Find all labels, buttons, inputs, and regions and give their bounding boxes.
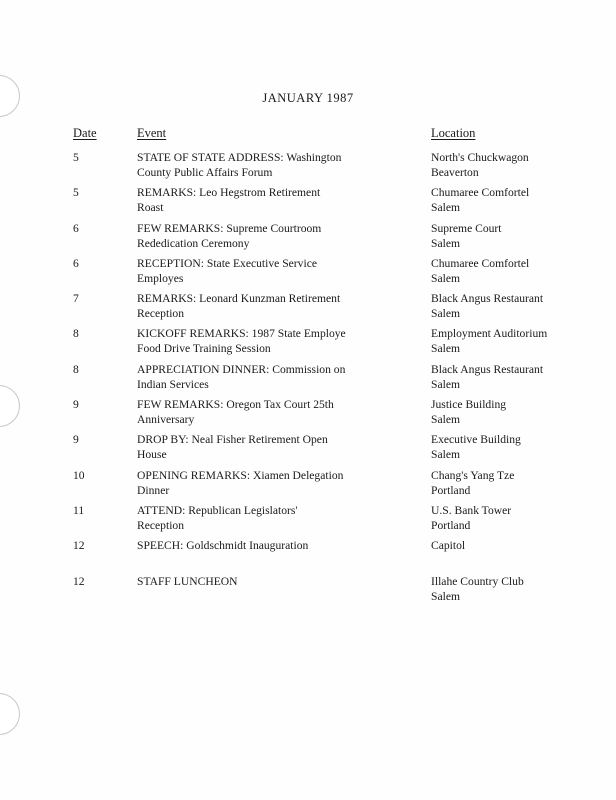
date-header: Date [73, 126, 97, 140]
table-row [0, 574, 616, 609]
table-row [0, 291, 616, 326]
event-cell: KICKOFF REMARKS: 1987 State Employe Food Drive Training Session [137, 327, 346, 356]
location-cell: North's Chuckwagon Beaverton [431, 151, 529, 179]
location-cell: Black Angus Restaurant Salem [431, 292, 544, 321]
table-row [0, 326, 616, 361]
event-cell: STATE OF STATE ADDRESS: Washington County Public Affairs Forum [137, 151, 342, 179]
date-cell: 8 [73, 362, 79, 376]
location-cell: Illahe Country Club Salem [431, 574, 524, 603]
date-cell: 9 [73, 433, 79, 447]
table-row [0, 256, 616, 291]
table-row [0, 185, 616, 220]
date-cell: 7 [73, 292, 79, 306]
schedule-table [0, 150, 616, 609]
location-cell: Employment Auditorium Salem [431, 327, 548, 356]
event-cell: SPEECH: Goldschmidt Inauguration [137, 539, 309, 553]
location-cell: Chumaree Comfortel Salem [431, 186, 530, 215]
date-cell: 12 [73, 539, 85, 553]
location-cell: Executive Building Salem [431, 433, 521, 462]
table-row [0, 221, 616, 256]
location-cell: U.S. Bank Tower Portland [431, 503, 512, 532]
table-row [0, 150, 616, 185]
location-cell: Capitol [431, 539, 466, 553]
table-row [0, 362, 616, 397]
location-header: Location [431, 126, 476, 140]
event-cell: RECEPTION: State Executive Service Employes [137, 256, 317, 285]
location-cell: Black Angus Restaurant Salem [431, 362, 544, 391]
event-cell: STAFF LUNCHEON [137, 574, 238, 588]
date-cell: 9 [73, 398, 79, 412]
table-row [0, 397, 616, 432]
date-cell: 10 [73, 468, 85, 482]
location-cell: Justice Building Salem [431, 398, 507, 427]
event-cell: FEW REMARKS: Supreme Courtroom Rededication Ceremony [137, 221, 322, 250]
binder-hole [0, 693, 20, 735]
event-cell: OPENING REMARKS: Xiamen Delegation Dinner [137, 468, 344, 497]
location-cell: Supreme Court Salem [431, 221, 502, 250]
location-cell: Chumaree Comfortel Salem [431, 256, 530, 285]
event-cell: FEW REMARKS: Oregon Tax Court 25th Anniversary [137, 398, 334, 427]
table-row [0, 503, 616, 538]
date-cell: 11 [73, 503, 85, 517]
page-title: JANUARY 1987 [262, 91, 354, 105]
event-cell: ATTEND: Republican Legislators' Reception [137, 503, 298, 532]
date-cell: 5 [73, 151, 79, 164]
date-cell: 5 [73, 186, 79, 200]
event-cell: DROP BY: Neal Fisher Retirement Open House [137, 433, 328, 462]
table-row [0, 432, 616, 467]
date-cell: 8 [73, 327, 79, 341]
location-cell: Chang's Yang Tze Portland [431, 468, 515, 497]
date-cell: 12 [73, 574, 85, 588]
event-cell: APPRECIATION DINNER: Commission on Indian Services [137, 362, 346, 391]
table-row [0, 538, 616, 573]
date-cell: 6 [73, 256, 79, 270]
date-cell: 6 [73, 221, 79, 235]
event-cell: REMARKS: Leonard Kunzman Retirement Reception [137, 292, 341, 321]
event-cell: REMARKS: Leo Hegstrom Retirement Roast [137, 186, 321, 215]
table-row [0, 468, 616, 503]
event-header: Event [137, 126, 167, 140]
